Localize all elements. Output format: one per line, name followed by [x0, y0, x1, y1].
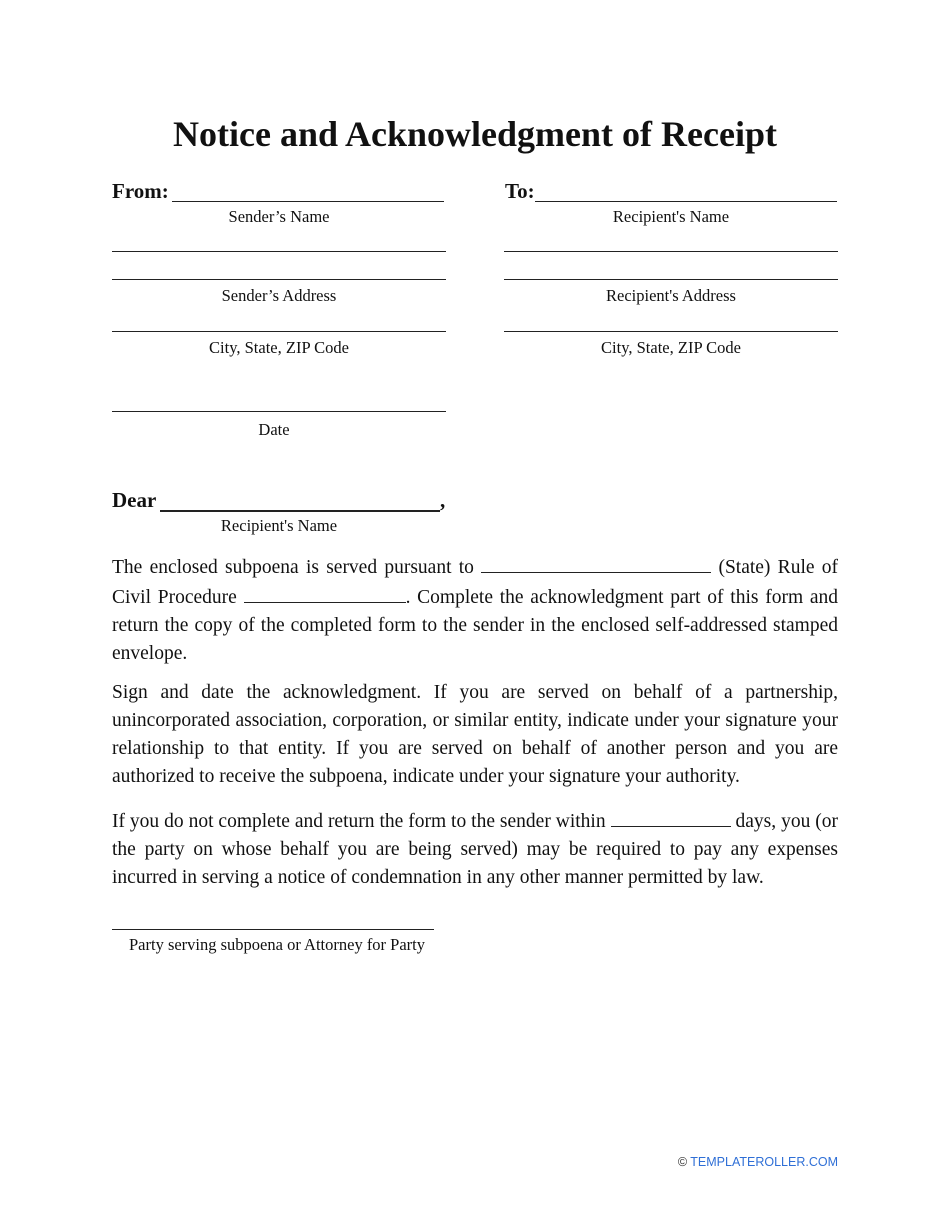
- sender-address-caption: Sender’s Address: [221, 286, 337, 305]
- paragraph-1-text-c: . Complete the acknowledgment part of this form and return the copy of the completed form to the sender in the enclosed self-addressed stamped envelope.: [112, 587, 839, 664]
- salutation-name-caption: Recipient's Name: [220, 516, 338, 535]
- days-field[interactable]: [611, 806, 731, 827]
- copyright-symbol: ©: [677, 1155, 688, 1169]
- templateroller-link[interactable]: TEMPLATEROLLER.COM: [690, 1155, 838, 1169]
- recipient-address-caption: Recipient's Address: [606, 286, 736, 305]
- paragraph-3-text-a: If you do not complete and return the form to the sender within: [112, 811, 606, 832]
- rule-number-field[interactable]: [244, 582, 406, 603]
- recipient-city-field[interactable]: [504, 331, 838, 332]
- from-label: From:: [112, 179, 169, 203]
- paragraph-deadline: [112, 806, 838, 892]
- salutation-comma: ,: [440, 488, 446, 512]
- document-title: Notice and Acknowledgment of Receipt: [173, 114, 777, 154]
- sender-name-field[interactable]: [172, 201, 444, 202]
- recipient-city-caption: City, State, ZIP Code: [601, 338, 741, 357]
- sender-city-field[interactable]: [112, 331, 446, 332]
- paragraph-3-text-b: days, you (or the party on whose behalf you are being served) may be required to pay any expenses incurred in serving a notice of condemnation in any other manner permitted by law.: [112, 811, 839, 888]
- to-label: To:: [505, 179, 535, 203]
- paragraph-sign: Sign and date the acknowledgment. If you are served on behalf of a partnership, unincorporated association, corporation, or similar entity, indicate under your signature your relationship to that entity. If you are served on behalf of another person and you are authorized to receive the subpoena, indicate under your signature your authority.: [112, 682, 838, 787]
- recipient-name-field[interactable]: [535, 201, 837, 202]
- sender-address-line-1[interactable]: [112, 251, 446, 252]
- paragraph-1-text-b: (State) Rule of Civil Procedure: [112, 557, 839, 608]
- footer-credit: [678, 1155, 838, 1169]
- recipient-address-line-1[interactable]: [504, 251, 838, 252]
- sender-address-line-2[interactable]: [112, 279, 446, 280]
- date-caption: Date: [258, 420, 290, 439]
- paragraph-subpoena: [112, 552, 838, 668]
- dear-label: Dear: [112, 488, 157, 512]
- signature-caption: Party serving subpoena or Attorney for Party: [128, 935, 426, 954]
- state-field[interactable]: [481, 552, 711, 573]
- recipient-name-caption: Recipient's Name: [612, 207, 730, 226]
- signature-field[interactable]: [112, 929, 434, 930]
- recipient-address-line-2[interactable]: [504, 279, 838, 280]
- sender-city-caption: City, State, ZIP Code: [209, 338, 349, 357]
- date-field[interactable]: [112, 411, 446, 412]
- salutation-name-field[interactable]: [160, 510, 440, 512]
- sender-name-caption: Sender’s Name: [228, 207, 330, 226]
- paragraph-1-text-a: The enclosed subpoena is served pursuant to: [112, 557, 474, 578]
